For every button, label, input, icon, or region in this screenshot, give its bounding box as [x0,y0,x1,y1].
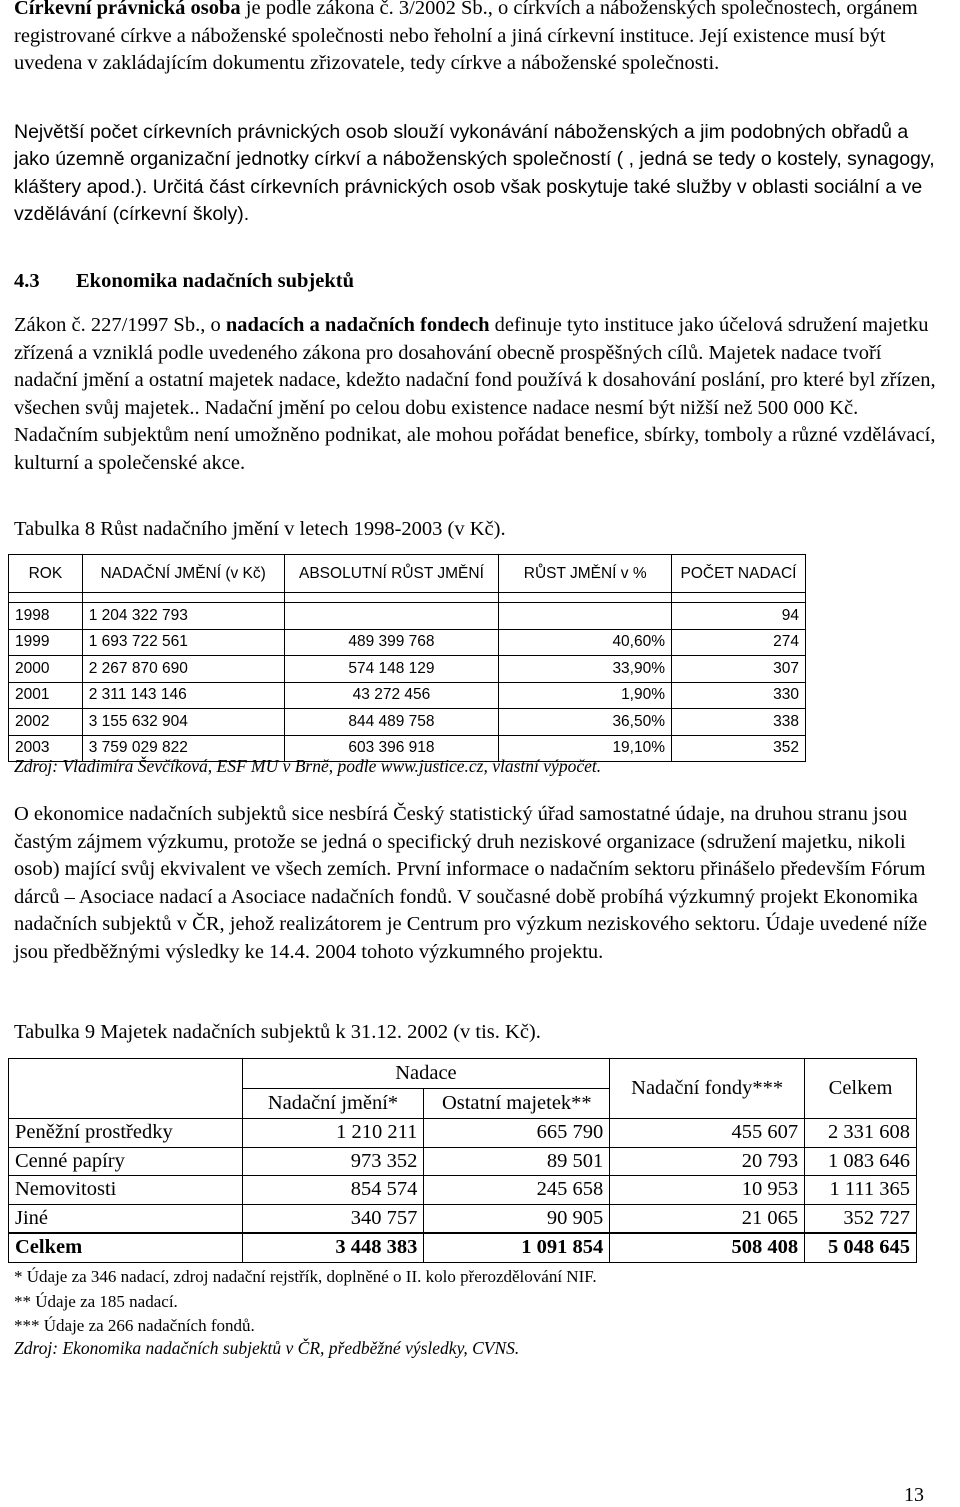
table-cell: 40,60% [499,629,672,656]
row-label: Peněžní prostředky [9,1119,243,1148]
column-header: Nadační jmění* [242,1089,424,1119]
table-cell: 508 408 [610,1233,805,1262]
table-cell: 1998 [9,603,83,630]
table-cell: 1 091 854 [424,1233,610,1262]
table9-note-1: * Údaje za 346 nadací, zdroj nadační rejstřík, doplněné o II. kolo přerozdělování NIF. [14,1267,597,1286]
table9-source: Zdroj: Ekonomika nadačních subjektů v ČR, předběžné výsledky, CVNS. [14,1338,520,1358]
paragraph-church-entities-purpose [14,119,944,229]
page-number: 13 [904,1484,924,1506]
table-cell: 2001 [9,682,83,709]
paragraph-text: definuje tyto instituce jako účelová sdružení majetku zřízená a vzniklá podle uvedeného zákona pro dosahování obecně prospěšných cílů. [14,314,929,364]
table-cell: 89 501 [424,1147,610,1176]
table-cell: 2003 [9,735,83,762]
term-church-legal-entity: Církevní právnická osoba [14,0,241,19]
table9-note-3: *** Údaje za 266 nadačních fondů. [14,1316,255,1335]
column-header: Ostatní majetek** [424,1089,610,1119]
column-header: POČET NADACÍ [672,555,806,593]
column-header: Nadační fondy*** [610,1059,805,1119]
table-cell [284,603,499,630]
table-cell: 854 574 [242,1176,424,1205]
column-header: Celkem [805,1059,917,1119]
table-foundation-capital-growth [8,554,806,762]
table-row [9,1119,917,1148]
table-cell: 665 790 [424,1119,610,1148]
table-spacer-row [9,593,806,603]
table-cell: 33,90% [499,656,672,683]
column-header: ROK [9,555,83,593]
paragraph-church-legal-entity [14,0,944,78]
table-cell: 352 727 [805,1204,917,1233]
table-cell: 21 065 [610,1204,805,1233]
table-foundation-assets [8,1058,917,1263]
table-cell: 1,90% [499,682,672,709]
column-header: RŮST JMĚNÍ v % [499,555,672,593]
table-row [9,1204,917,1233]
table-cell: 2 331 608 [805,1119,917,1148]
table-row [9,1147,917,1176]
table-cell: 3 155 632 904 [82,709,284,736]
table-cell: 1 693 722 561 [82,629,284,656]
table-cell: 340 757 [242,1204,424,1233]
section-heading [14,270,354,293]
table-cell: 36,50% [499,709,672,736]
table-cell: 603 396 918 [284,735,499,762]
table-cell: 844 489 758 [284,709,499,736]
table-cell: 94 [672,603,806,630]
table-row [9,603,806,630]
table-cell: 3 448 383 [242,1233,424,1262]
table9-caption: Tabulka 9 Majetek nadačních subjektů k 31.12. 2002 (v tis. Kč). [14,1021,541,1043]
paragraph-text: Největší počet církevních právnických osob slouží vykonávání náboženských a jim podobných obřadů a jako územně organizační jednotky církví a náboženských společností ( , jedná se tedy o kostely, synagogy, kláštery apod.). [14,121,935,198]
table-cell: 1 210 211 [242,1119,424,1148]
table-cell: 1 111 365 [805,1176,917,1205]
table-cell: 330 [672,682,806,709]
law-reference: Zákon č. 227/1997 Sb. [14,314,201,336]
paragraph-text: Nadačním subjektům není umožněno podnikat, ale mohou pořádat benefice, sbírky, tomboly a různé vzdělávací, kulturní a společenské akce. [14,424,936,474]
table-cell: 10 953 [610,1176,805,1205]
table-cell: 574 148 129 [284,656,499,683]
table-cell: 5 048 645 [805,1233,917,1262]
column-header: ABSOLUTNÍ RŮST JMĚNÍ [284,555,499,593]
table-cell: 90 905 [424,1204,610,1233]
table9-note-2: ** Údaje za 185 nadací. [14,1292,178,1311]
table-cell [499,603,672,630]
table-cell: 2 311 143 146 [82,682,284,709]
paragraph-foundations-law [14,312,944,478]
paragraph-foundation-economics: O ekonomice nadačních subjektů sice nesbírá Český statistický úřad samostatné údaje, na druhou stranu jsou častým zájmem výzkumu, protože se jedná o specifický druh neziskové organizace (sdružení majetku, nikoli osob) mající svůj ekvivalent ve všech zemích. První informace o nadačním sektoru přinášelo především Fórum dárců – Asociace nadací a Asociace nadačních fondů. V současné době probíhá výzkumný projekt Ekonomika nadačních subjektů v ČR, jehož realizátorem je Centrum pro výzkum neziskového sektoru. Údaje uvedené níže jsou předběžnými výsledky ke 14.4. 2004 tohoto výzkumného projektu. [14,803,928,963]
table-header-row [9,1059,917,1089]
table-row [9,709,806,736]
table-row [9,656,806,683]
table-cell: 973 352 [242,1147,424,1176]
table-cell: 307 [672,656,806,683]
table-cell: 3 759 029 822 [82,735,284,762]
section-number: 4.3 [14,270,40,292]
table-cell: 352 [672,735,806,762]
table-cell: 1999 [9,629,83,656]
empty-header-cell [9,1059,243,1119]
table-cell: 2002 [9,709,83,736]
table-header-row [9,555,806,593]
table-cell: 245 658 [424,1176,610,1205]
table-cell: 20 793 [610,1147,805,1176]
table-total-row [9,1233,917,1262]
table-cell: 1 083 646 [805,1147,917,1176]
table-cell: 19,10% [499,735,672,762]
table-cell: 455 607 [610,1119,805,1148]
table-cell: 274 [672,629,806,656]
table-cell: 2000 [9,656,83,683]
table-row [9,682,806,709]
row-label: Nemovitosti [9,1176,243,1205]
paragraph-text: , o [200,314,226,336]
table-row [9,629,806,656]
paragraph-text: Určitá část církevních právnických osob však poskytuje také služby v oblasti sociální a ve vzdělávání (církevní školy). [14,175,923,226]
group-header-nadace: Nadace [242,1059,610,1089]
paragraph-text: Majetek nadace tvoří nadační jmění a ostatní majetek nadace, kdežto nadační fond používá k dosahování poslání, pro které byl zřízen, všechen svůj majetek.. Nadační jmění po celou dobu existence nadace nesmí být nižší než 500 000 Kč. [14,341,936,419]
table-row [9,1176,917,1205]
table-cell: 489 399 768 [284,629,499,656]
column-header: NADAČNÍ JMĚNÍ (v Kč) [82,555,284,593]
table-cell: 43 272 456 [284,682,499,709]
table-cell: 2 267 870 690 [82,656,284,683]
table-cell: 338 [672,709,806,736]
term-foundations: nadacích a nadačních fondech [225,314,490,336]
paragraph-text: je podle zákona č. 3/2002 Sb., o církvích a náboženských společnostech, orgánem registrované církve a náboženské společnosti nebo řeholní a jiná církevní instituce. Její existence musí být uvedena v zakládajícím dokumentu zřizovatele, tedy církve a náboženské společnosti. [14,0,918,75]
row-label: Cenné papíry [9,1147,243,1176]
row-label: Celkem [9,1233,243,1262]
table8-source: Zdroj: Vladimíra Ševčíková, ESF MU v Brně, podle www.justice.cz, vlastní výpočet. [14,756,602,776]
row-label: Jiné [9,1204,243,1233]
table8-caption: Tabulka 8 Růst nadačního jmění v letech 1998-2003 (v Kč). [14,518,506,540]
table-cell: 1 204 322 793 [82,603,284,630]
section-title: Ekonomika nadačních subjektů [76,270,354,292]
